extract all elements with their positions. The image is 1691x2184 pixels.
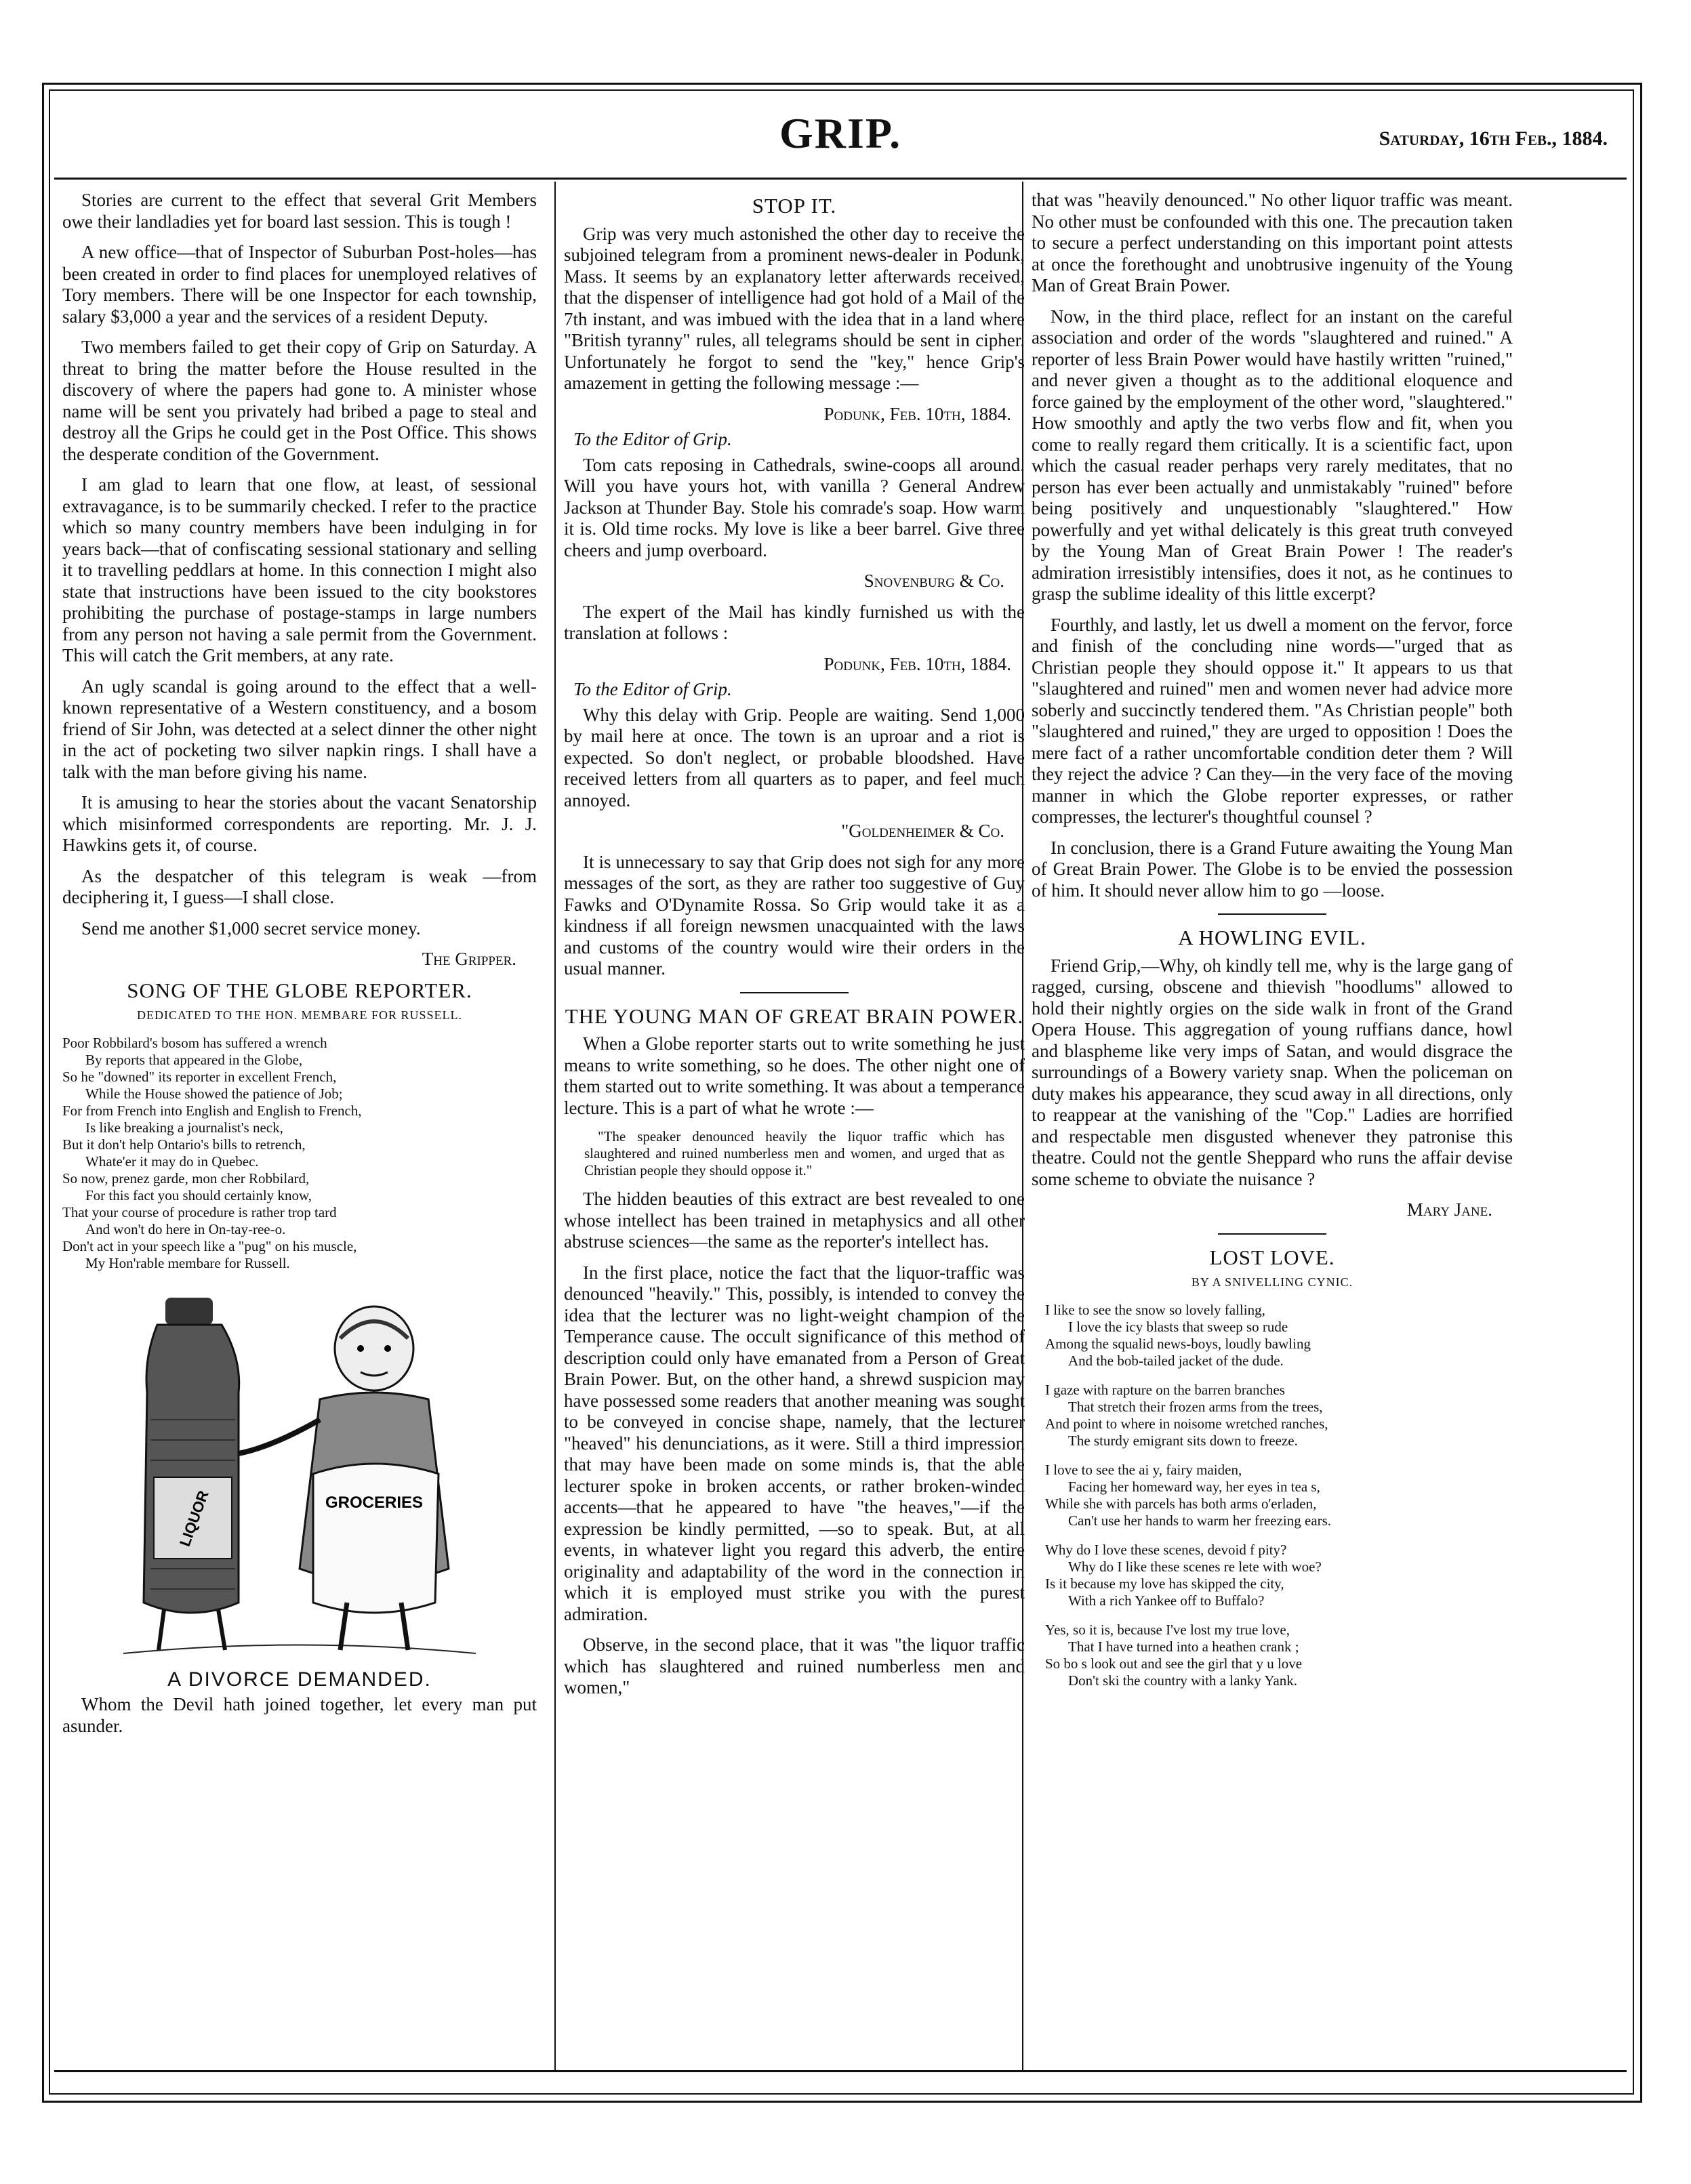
page-title: GRIP. (779, 109, 902, 157)
verse-line: With a rich Yankee off to Buffalo? (1068, 1592, 1265, 1609)
signature: "Goldenheimer & Co. (841, 821, 1004, 841)
howling-evil-heading: A HOWLING EVIL. (1178, 926, 1366, 949)
paragraph: Fourthly, and lastly, let us dwell a moment on the fervor, force and finish of the concluding nine words—"urged that as Christian people they should oppose it." It appears to us that "slaughtered and ruined" men and women never had advice more soberly and succinctly tendered them. "As Christian people" both "slaughtered and ruined," they are urged to opposition ! Does the mere fact of a rather uncomfortable condition deter them ? Will they reject the advice ? Can they—in the very face of the moving manner in which the Globe reporter expresses, or rather compresses, the lecturer's thoughtful counsel ? (1032, 614, 1513, 827)
cartoon-illustration (117, 1284, 483, 1664)
paragraph: that was "heavily denounced." No other liquor traffic was meant. No other must be confounded with this one. The precaution taken to secure a perfect understanding on this important point attests at once the forethought and unobtrusive ingenuity of the Young Man of Great Brain Power. (1032, 190, 1513, 295)
paragraph: I am glad to learn that one flow, at least, of sessional extravagance, is to be summarily checked. I refer to the practice which so many country members have been indulging in for years back—that of confiscating sessional stationary and selling it to travelling peddlars at home. In this connection I might also state that instructions have been issued to the city bookstores prohibiting the purchase of postage-stamps in large numbers from any person not having a sale permit from the Government. This will catch the Grit members, at any rate. (62, 474, 537, 665)
paragraph: The hidden beauties of this extract are best revealed to one whose intellect has been trained in metaphysics and all other abstruse sciences—the same as the reporter's intellect has. (564, 1189, 1025, 1252)
verse-line: That I have turned into a heathen crank ; (1068, 1638, 1299, 1655)
paragraph: A new office—that of Inspector of Suburban Post-holes—has been created in order to find places for unemployed relatives of Tory members. There will be one Inspector for each township, salary $3,000 a year and the services of a resident Deputy. (62, 242, 537, 327)
young-man-heading: THE YOUNG MAN OF GREAT BRAIN POWER. (565, 1004, 1024, 1028)
verse-line: So bo s look out and see the girl that y u love (1045, 1655, 1303, 1672)
verse-line: I love the icy blasts that sweep so rude (1068, 1318, 1288, 1335)
dateline: Podunk, Feb. 10th, 1884. (823, 403, 1011, 424)
verse-line: So he "downed" its reporter in excellent French, (62, 1068, 337, 1085)
quoted-extract: "The speaker denounced heavily the liquor traffic which has slaughtered and ruined numberless men and women, and urged that as Christian people they should oppose it." (584, 1128, 1004, 1178)
verse-line: Can't use her hands to warm her freezing ears. (1068, 1512, 1332, 1529)
cartoon-caption: A DIVORCE DEMANDED. (167, 1668, 432, 1691)
verse-line: Yes, so it is, because I've lost my true love, (1045, 1621, 1290, 1638)
salutation: To the Editor of Grip. (573, 679, 732, 699)
song-verse (62, 1035, 537, 1272)
paragraph: In conclusion, there is a Grand Future awaiting the Young Man of Great Brain Power. The Globe is to be envied the possession of him. It should never allow him to go —loose. (1032, 837, 1513, 901)
song-heading: SONG OF THE GLOBE REPORTER. (127, 978, 472, 1002)
verse-line: For this fact you should certainly know, (85, 1187, 312, 1203)
poem-stanza (1045, 1622, 1513, 1689)
paragraph: Friend Grip,—Why, oh kindly tell me, why is the large gang of ragged, cursing, obscene and thievish "hoodlums" allowed to hold their nightly orgies on the side walk in front of the Grand Opera House. This aggregation of young ruffians dance, howl and blaspheme like very imps of Satan, and would disgrace the surroundings of a Bowery variety snap. When the policeman on duty makes his appearance, they scud away in all directions, only to reappear at the vanishing of the "Cop." Ladies are horrified and respectable men disgusted whenever they patronise this theatre. Could not the gentle Sheppard who runs the affair devise some scheme to obviate the nuisance ? (1032, 955, 1513, 1189)
dateline: Podunk, Feb. 10th, 1884. (823, 653, 1011, 674)
column-3 (1032, 190, 1513, 1702)
verse-line: My Hon'rable membare for Russell. (85, 1254, 290, 1271)
paragraph: An ugly scandal is going around to the effect that a well-known representative of a Western constituency, and a bosom friend of Sir John, was detected at a select dinner the other night in the act of pocketing two silver napkin rings. I shall have a talk with the man before giving his name. (62, 676, 537, 782)
paragraph: It is unnecessary to say that Grip does not sigh for any more messages of the sort, as they are rather too suggestive of Guy Fawks and O'Dynamite Rossa. So Grip would take it as a kindness if all foreign newsmen unacquainted with the laws and customs of the country would wire their orders in the usual manner. (564, 851, 1025, 978)
lost-love-byline: BY A SNIVELLING CYNIC. (1191, 1275, 1353, 1289)
verse-line: Don't ski the country with a lanky Yank. (1068, 1672, 1298, 1689)
verse-line: While she with parcels has both arms o'erladen, (1045, 1495, 1317, 1512)
verse-line: Is like breaking a journalist's neck, (85, 1119, 283, 1136)
verse-line: The sturdy emigrant sits down to freeze. (1068, 1432, 1298, 1449)
paragraph: As the despatcher of this telegram is weak —from deciphering it, I guess—I shall close. (62, 865, 537, 907)
signature: The Gripper. (422, 949, 516, 969)
poem-stanza (1045, 1462, 1513, 1529)
paragraph: The expert of the Mail has kindly furnished us with the translation at follows : (564, 601, 1025, 643)
song-dedication: DEDICATED TO THE HON. MEMBARE FOR RUSSELL. (136, 1008, 463, 1022)
poem-stanza (1045, 1302, 1513, 1369)
section-divider (1218, 913, 1326, 915)
paragraph: Now, in the third place, reflect for an instant on the careful association and order of the words "slaughtered and ruined." A reporter of less Brain Power would have hastily written "ruined," and never given a thought as to the additional eloquence and force gained by the employment of the other word, "slaughtered." How smoothly and aptly the two verbs flow and fit, when you come to really regard them critically. It is a scientific fact, upon which the casual reader perhaps very rarely meditates, that no person has ever been actually and unmistakably "ruined" before being positively and unquestionably "slaughtered." How powerfully and yet withal delicately is this great truth conveyed by the Young Man of Great Brain Power ! The reader's admiration irresistibly intensifies, does it not, as he continues to grasp the sublime ideality of this little excerpt? (1032, 306, 1513, 604)
verse-line: Don't act in your speech like a "pug" on his muscle, (62, 1237, 357, 1254)
verse-line: And point to where in noisome wretched ranches, (1045, 1415, 1328, 1432)
verse-line: Whate'er it may do in Quebec. (85, 1153, 259, 1170)
stop-it-heading: STOP IT. (752, 194, 837, 218)
verse-line: That stretch their frozen arms from the trees, (1068, 1398, 1323, 1415)
paragraph: Two members failed to get their copy of Grip on Saturday. A threat to bring the matter before the House resulted in the discovery of where the papers had gone to. A minister whose name will be sent you privately had bribed a page to steal and destroy all the Grips he could get in the Post Office. This shows the desperate condition of the Government. (62, 337, 537, 464)
lost-love-heading: LOST LOVE. (1209, 1245, 1335, 1269)
verse-line: Poor Robbilard's bosom has suffered a wrench (62, 1034, 327, 1051)
verse-line: Why do I like these scenes re lete with woe? (1068, 1558, 1322, 1575)
verse-line: Facing her homeward way, her eyes in tea s, (1068, 1478, 1320, 1495)
section-divider (740, 992, 849, 993)
cipher-telegram: Tom cats reposing in Cathedrals, swine-coops all around. Will you have yours hot, with vanilla ? General Andrew Jackson at Thunder Bay. Stole his comrade's soap. How warm it is. Old time rocks. My love is like a beer barrel. Give three cheers and jump overboard. (564, 454, 1025, 560)
issue-date: Saturday, 16th Feb., 1884. (1379, 127, 1608, 150)
signature: Snovenburg & Co. (863, 571, 1004, 591)
signature: Mary Jane. (1406, 1199, 1492, 1220)
paragraph: Stories are current to the effect that several Grit Members owe their landladies yet for board last session. This is tough ! (62, 190, 537, 232)
paragraph: When a Globe reporter starts out to write something he just means to write something, so he does. The other night one of them started out to write something. It was about a temperance lecture. This is a part of what he wrote :— (564, 1033, 1025, 1118)
verse-line: I like to see the snow so lovely falling, (1045, 1301, 1265, 1318)
salutation: To the Editor of Grip. (573, 429, 732, 449)
paragraph: It is amusing to hear the stories about the vacant Senatorship which misinformed correspondents are reporting. Mr. J. J. Hawkins gets it, of course. (62, 792, 537, 855)
masthead (54, 102, 1627, 176)
verse-line: Among the squalid news-boys, loudly bawling (1045, 1335, 1311, 1352)
bottom-rule (54, 2070, 1627, 2072)
paragraph: Grip was very much astonished the other day to receive the subjoined telegram from a prominent news-dealer in Podunk, Mass. It seems by an explanatory letter afterwards received, that the dispenser of intelligence had got hold of a Mail of the 7th instant, and was imbued with the idea that in a land where "British tyranny" rules, all telegrams should be sent in cipher. Unfortunately he forgot to send the "key," hence Grip's amazement in getting the following message :— (564, 223, 1025, 393)
masthead-rule (54, 178, 1627, 180)
section-divider (1218, 1233, 1326, 1235)
verse-line: For from French into English and English to French, (62, 1102, 362, 1119)
poem-stanza (1045, 1382, 1513, 1449)
column-2 (564, 190, 1025, 1708)
paragraph: In the first place, notice the fact that the liquor-traffic was denounced "heavily." This, possibly, is intended to convey the idea that the lecturer was no light-weight champion of the Temperance cause. The occult significance of this method of description could only have emanated from a Person of Great Brain Power. But, on the other hand, a shrewd suspicion may have possessed some readers that another meaning was sought to be conveyed in concise shape, namely, that the lecturer "heaved" his denunciations, as it were. Still a third impression that may have been made on some minds is, that the able lecturer spoke in broken accents, or rather broken-winded accents—that he appeared to have "the heaves,"—if the expression be kindly permitted, —so to speak. But, at all events, in whatever light you regard this adverb, the entire originality and adaptability of the word in the connection in which it is employed must strike you with the purest admiration. (564, 1262, 1025, 1624)
translated-telegram: Why this delay with Grip. People are waiting. Send 1,000 by mail here at once. The town is an uproar and a riot is expected. So don't neglect, or probable bloodshed. Have received letters from all quarters as to paper, and feel much annoyed. (564, 704, 1025, 810)
verse-line: And won't do here in On-tay-ree-o. (85, 1220, 286, 1237)
poem-stanza (1045, 1542, 1513, 1609)
bottle-label: LIQUOR (176, 1487, 212, 1548)
column-divider (554, 182, 556, 2072)
verse-line: Why do I love these scenes, devoid f pity? (1045, 1541, 1287, 1558)
paragraph: Send me another $1,000 secret service money. (81, 918, 421, 939)
column-1 (62, 190, 537, 1746)
verse-line: I love to see the ai y, fairy maiden, (1045, 1461, 1242, 1478)
verse-line: But it don't help Ontario's bills to retrench, (62, 1136, 306, 1153)
verse-line: So now, prenez garde, mon cher Robbilard, (62, 1170, 310, 1187)
paragraph: Observe, in the second place, that it was "the liquor traffic which has slaughtered and ruined numberless men and women," (564, 1634, 1025, 1697)
verse-line: While the House showed the patience of Job; (85, 1085, 343, 1102)
verse-line: Is it because my love has skipped the city, (1045, 1575, 1284, 1592)
divorce-cartoon-image (117, 1284, 483, 1664)
cartoon-subcaption: Whom the Devil hath joined together, let every man put asunder. (62, 1694, 537, 1736)
verse-line: And the bob-tailed jacket of the dude. (1068, 1352, 1284, 1369)
verse-line: I gaze with rapture on the barren branches (1045, 1381, 1285, 1398)
apron-label: GROCERIES (325, 1493, 424, 1512)
verse-line: That your course of procedure is rather trop tard (62, 1203, 337, 1220)
verse-line: By reports that appeared in the Globe, (85, 1051, 303, 1068)
